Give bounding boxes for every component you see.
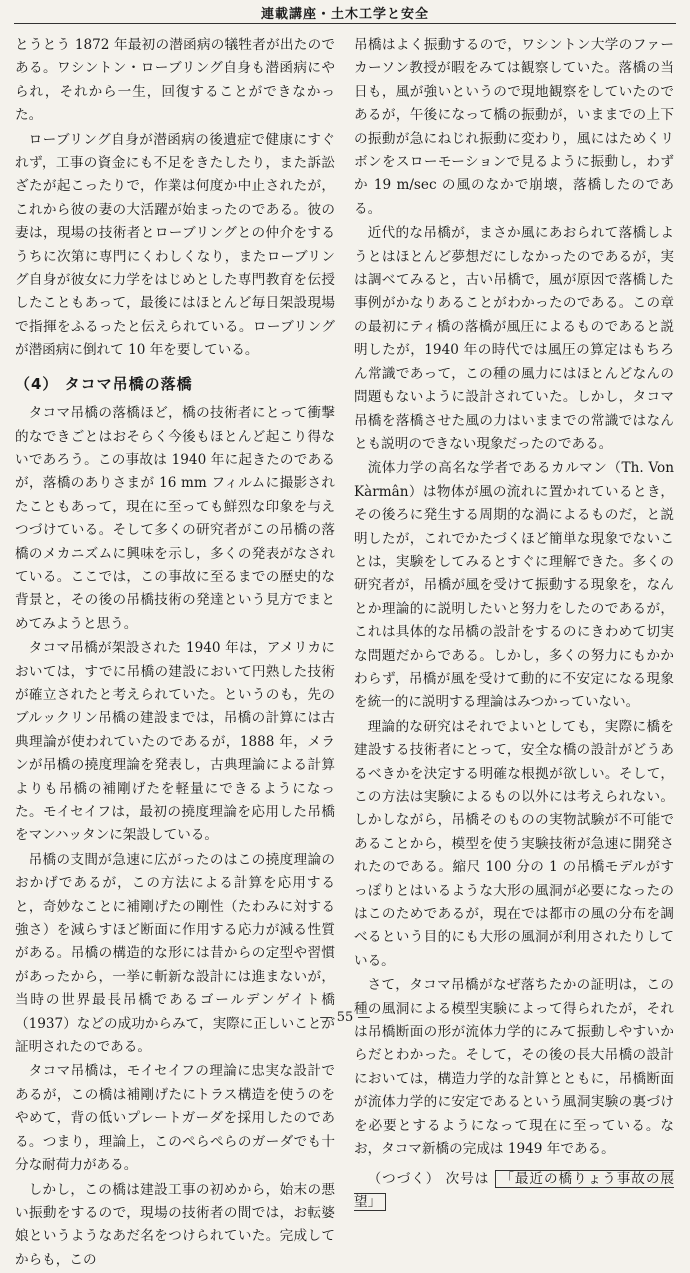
paragraph: 流体力学の高名な学者であるカルマン（Th. Von Kàrmân）は物体が風の流れに置かれているとき，その後ろに発生する周期的な渦によるものだ，と説明したが，これでかたづくほど簡単な現象でないことは，実験をしてみるとすぐに理解できた。多くの研究者が，吊橋が風を受けて振動する現象を，なんとか理論的に説明したいと努力をしたのであるが，これは具体的な吊橋の設計をするのにきわめて切実な問題だからである。しかし，多くの努力にもかかわらず，吊橋が風を受けて動的に不安定になる現象を統一的に説明する理論はみつかっていない。 [354,460,674,711]
paragraph: しかし，この橋は建設工事の初めから，始末の悪い振動をするので，現場の技術者の間では，お転婆娘というようなあだ名をつけられていた。完成してからも，この [15,1181,335,1268]
section-heading: （4） タコマ吊橋の落橋 [15,374,193,393]
running-header [0,0,690,30]
right-column [354,34,674,1214]
header-rule [14,23,676,24]
paragraph: 理論的な研究はそれでよいとしても，実際に橋を建設する技術者にとって，安全な橋の設計がどうあるべきかを決定する明確な根拠が欲しい。そして，この方法は実験によるもの以外には考えられない。しかしながら，吊橋そのものの実物試験が不可能であることから，模型を使う実験技術が急速に開発されたのである。縮尺 100 分の 1 の吊橋モデルがすっぽりとはいるような大形の風洞が必要になったのはこのためであるが，現在では都市の風の分布を調べるという目的にも大形の風洞が利用されたりしている。 [354,718,674,969]
paragraph: 吊橋の支間が急速に広がったのはこの撓度理論のおかげであるが，この方法による計算を応用すると，奇妙なことに補剛げたの剛性（たわみに対する強さ）を減らすほど断面に作用する応力が減る性質がある。吊橋の構造的な形には昔からの定型や習慣があったから，一挙に斬新な設計には進まないが，当時の世界最長吊橋であるゴールデンゲイト橋（1937）などの成功からみて，実際に正しいことが証明されたのである。 [15,851,335,1056]
series-title: 連載講座・土木工学と安全 [260,7,429,22]
next-issue-prefix: 次号は [445,1170,490,1187]
next-issue-title: 「最近の橋りょう事故の展望」 [354,1170,675,1210]
page-number: — 55 — [319,1010,371,1025]
continued-label: （つづく） [367,1170,441,1187]
paragraph: 近代的な吊橋が，まさか風にあおられて落橋しようとはほとんど夢想だにしなかったのであるが，実は調べてみると，古い吊橋で，風が原因で落橋した事例がかなりあることがわかったのである。この章の最初にティ橋の落橋が風圧によるものであると説明したが，1940 年の時代では風圧の算定はもちろん常識であって，この種の風力にはほとんどなんの問題もないように設計されていた。しかし，タコマ吊橋を落橋させた風の力はいままでの常識ではなんとも説明のできない現象だったのである。 [354,225,674,452]
paragraph: ローブリング自身が潜函病の後遺症で健康にすぐれず，工事の資金にも不足をきたしたり，また訴訟ざたが起こったりで，作業は何度か中止されたが，これから彼の妻の大活躍が始まったのである。彼の妻は，現場の技術者とローブリングとの仲介をするうちに次第に専門にくわしくなり，またローブリング自身が彼女に力学をはじめとした専門教育を伝授したこともあって，最後にはほとんど毎日架設現場で指揮をふるったと伝えられている。ローブリングが潜函病に倒れて 10 年を要している。 [15,131,335,359]
paragraph: とうとう 1872 年最初の潜函病の犠牲者が出たのである。ワシントン・ローブリング自身も潜函病にやられ，それから一生，回復することができなかった。 [15,37,335,124]
left-column [15,34,335,1273]
paragraph: タコマ吊橋は，モイセイフの理論に忠実な設計であるが，この橋は補剛げたにトラス構造を使うのをやめて，背の低いプレートガーダを採用したのである。つまり，理論上，このぺらぺらのガーダでも十分な耐荷力がある。 [15,1063,335,1174]
paragraph: タコマ吊橋の落橋ほど，橋の技術者にとって衝撃的なできごとはおそらく今後もほとんど起こり得ないであろう。この事故は 1940 年に起きたのであるが，落橋のありさまが 16 mm フィルムに撮影されたこともあって，現在に至っても鮮烈な印象を与えつづけている。そして多くの研究者がこの吊橋の落橋のメカニズムに興味を示し，多くの発表がなされている。ここでは，この事故に至るまでの歴史的な背景と，その後の吊橋技術の発達という見方でまとめてみようと思う。 [15,405,335,632]
paragraph: 吊橋はよく振動するので，ワシントン大学のファーカーソン教授が暇をみては観察していた。落橋の当日も，風が強いというので現地観察をしていたのであるが，午後になって橋の振動が，いままでの上下の振動が急にねじれ振動に変わり，風にはためくリボンをスローモーションで見るように振動し，わずか 19 m/sec の風のなかで崩壊，落橋したのである。 [354,37,674,217]
continuation-note [354,1168,674,1215]
paragraph: タコマ吊橋が架設された 1940 年は，アメリカにおいては，すでに吊橋の建設において円熟した技術が確立されたと考えられていた。というのも，先のブルックリン吊橋の建設までは，吊橋の計算には古典理論が使われていたのであるが，1888 年，メランが吊橋の撓度理論を発表し，古典理論による計算よりも吊橋の補剛げたを軽量にできるようになった。モイセイフは，最初の撓度理論を応用した吊橋をマンハッタンに架設している。 [15,640,335,844]
paragraph: さて，タコマ吊橋がなぜ落ちたかの証明は，この種の風洞による模型実験によって得られたが，それは吊橋断面の形が流体力学的にみて振動しやすいからだとわかった。そして，その後の長大吊橋の設計においては，構造力学的な計算とともに，吊橋断面が流体力学的に安定であるという風洞実験の裏づけを必要とするようになって現在に至っている。なお，タコマ新橋の完成は 1949 年である。 [354,977,674,1158]
